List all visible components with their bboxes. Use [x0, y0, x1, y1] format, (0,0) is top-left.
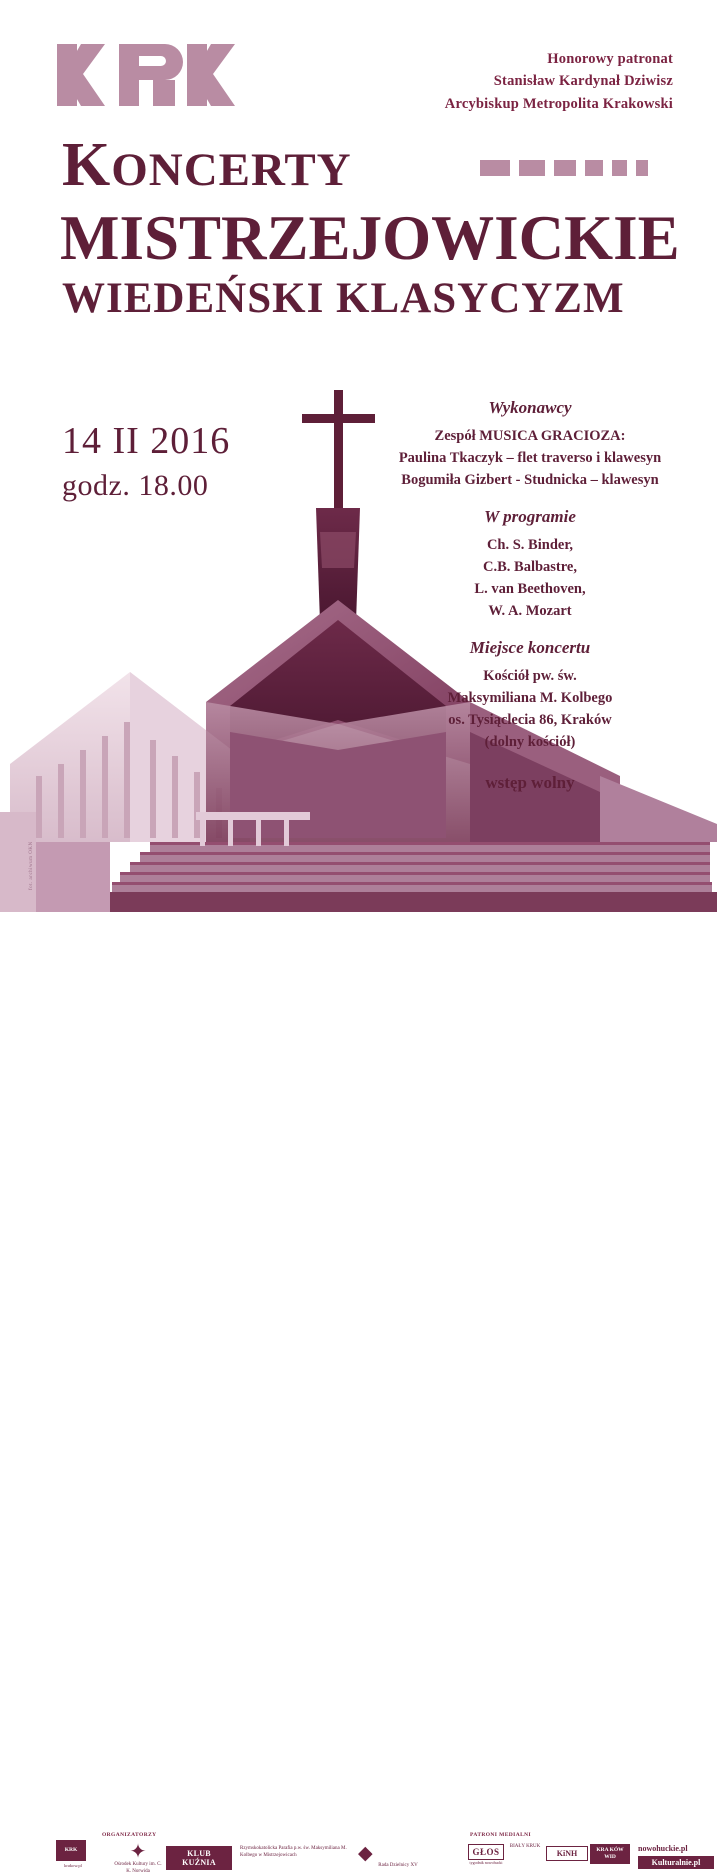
krk-logo [57, 44, 249, 106]
programme-line-4: W. A. Mozart [488, 602, 572, 619]
footer [0, 910, 717, 1874]
krk-mini-mark: KRK [56, 1840, 86, 1861]
title-line-2-lead: M [60, 203, 120, 273]
logo-krakow-pl [56, 1840, 90, 1870]
programme-line-1: Ch. S. Binder, [486, 537, 574, 554]
decorative-dashes [480, 160, 648, 176]
venue-heading: Miejsce koncertu [469, 638, 591, 658]
venue-line-3: os. Tysiąclecia 86, Kraków [448, 711, 612, 728]
admission-note: wstęp wolny [485, 773, 575, 793]
title-line-2-rest: ISTRZEJOWICKIE [119, 203, 680, 273]
programme-line-2: C.B. Balbastre, [483, 559, 577, 575]
venue-line-2: Maksymiliana M. Kolbego [447, 690, 613, 706]
bialy-caption: BIAŁY KRUK [509, 1844, 541, 1849]
patronage-line-2: Stanisław Kardynał Dziwisz [493, 73, 673, 90]
kinh-mark: KiNH [546, 1846, 588, 1861]
title-line-1-rest: ONCERTY [111, 144, 352, 196]
logo-osrodek-kultury [112, 1842, 164, 1876]
logo-nowohuckie [638, 1844, 714, 1869]
rada-mark: ◆ [358, 1843, 373, 1864]
media-partners-label: PATRONI MEDIALNI [470, 1832, 532, 1838]
programme-line-3: L. van Beethoven, [474, 580, 586, 597]
title-line-1 [62, 132, 717, 203]
photo-credit: fot. archiwum OKN [29, 841, 34, 890]
programme-heading: W programie [484, 507, 576, 527]
title-line-3: WIEDEŃSKI KLASYCYZM [62, 275, 625, 322]
logo-kinh [546, 1846, 588, 1861]
gok-caption: Ośrodek Kultury im. C. K. Norwida [114, 1862, 162, 1874]
performers-line-1: Zespół MUSICA GRACIOZA: [434, 428, 626, 444]
performers-line-2: Paulina Tkaczyk – flet traverso i klawesyn [398, 449, 662, 466]
krakow-wid-mark: KRA KÓW WID [590, 1844, 630, 1864]
spacer-1 [385, 491, 675, 507]
title-line-1-lead: K [62, 131, 112, 199]
patronage-block [445, 48, 673, 115]
gok-mark: ✦ [129, 1841, 147, 1863]
logo-rada-dzielnicy [358, 1844, 438, 1870]
parafia-caption: Rzymskokatolicka Parafia p.w. św. Maksymiliana M. Kolbego w Mistrzejowicach [240, 1846, 347, 1858]
logo-krakow-widzialny [590, 1844, 630, 1864]
kulturalnie-mark: Kulturalnie.pl [638, 1856, 714, 1869]
logo-klub-kuznia [166, 1846, 232, 1870]
organizers-label: ORGANIZATORZY [102, 1832, 157, 1838]
kuznia-mark: KLUB KUŹNIA [166, 1846, 232, 1870]
nowohuckie-mark: nowohuckie.pl [638, 1844, 688, 1853]
logo-bialy-kruk [508, 1844, 542, 1851]
performers-heading: Wykonawcy [488, 398, 572, 417]
rada-caption: Rada Dzielnicy XV [378, 1863, 418, 1868]
glos-mark: GŁOS [468, 1844, 504, 1860]
concert-date: 14 II 2016 [62, 420, 231, 462]
patronage-line-1: Honorowy patronat [547, 51, 673, 67]
concert-time: godz. 18.00 [62, 469, 209, 502]
title-block [0, 132, 717, 325]
venue-line-4: (dolny kościół) [484, 733, 576, 750]
glos-caption: tygodnik nowohucki [469, 1860, 503, 1865]
logo-glos [468, 1844, 504, 1865]
venue-line-1: Kościół pw. św. [483, 668, 577, 685]
krk-mini-caption: krakow.pl [64, 1863, 82, 1868]
title-line-2 [60, 203, 717, 273]
spacer-2 [385, 622, 675, 638]
performers-line-3: Bogumiła Gizbert - Studnicka – klawesyn [401, 471, 659, 488]
date-block [62, 418, 230, 508]
patronage-line-3: Arcybiskup Metropolita Krakowski [444, 95, 673, 112]
logo-parafia [240, 1846, 350, 1860]
info-column [385, 398, 675, 793]
